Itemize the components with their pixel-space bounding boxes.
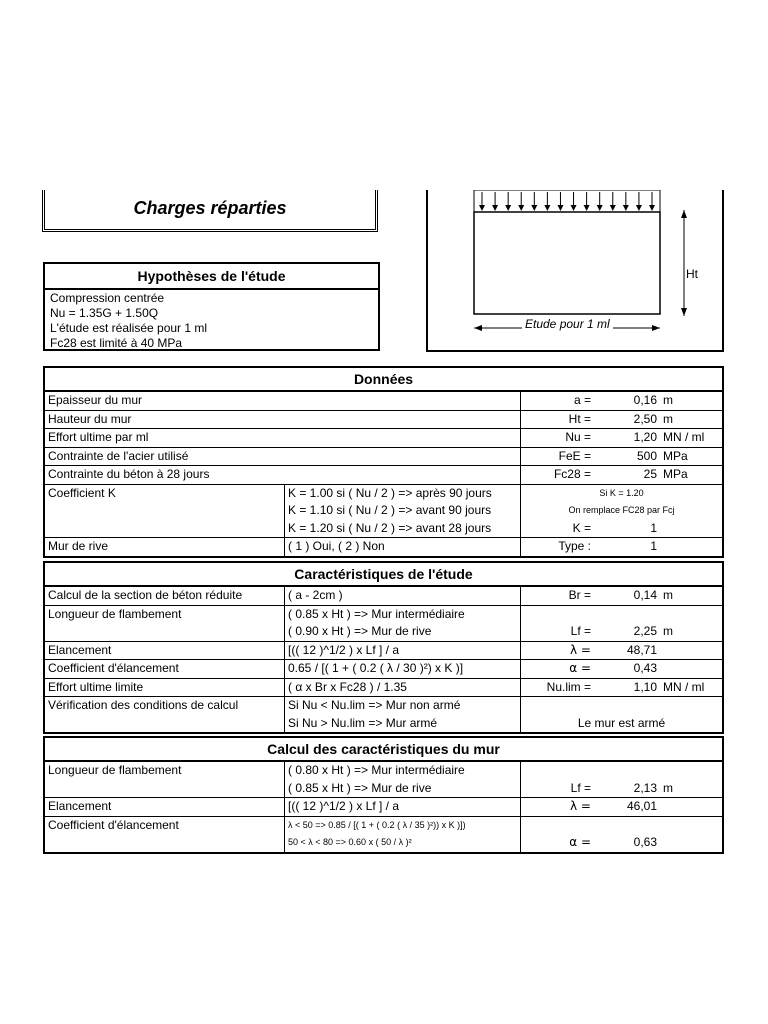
row-unit: MPa: [663, 448, 688, 463]
k-note: On remplace FC28 par Fcj: [568, 505, 675, 515]
table-row: [45, 679, 722, 698]
row-value: 1,10: [633, 679, 657, 694]
hypothesis-line: Fc28 est limité à 40 MPa: [50, 336, 183, 350]
page-title: Charges réparties: [133, 198, 287, 218]
load-arrow-head: [518, 205, 524, 211]
table-row: [45, 660, 722, 679]
hypothesis-line: L'étude est réalisée pour 1 ml: [50, 321, 208, 335]
row-formula: Si Nu < Nu.lim => Mur non armé: [288, 698, 461, 712]
table-row: [45, 606, 722, 642]
load-arrow-head: [636, 205, 642, 211]
donnees-table: [43, 366, 724, 558]
row-value: 500: [636, 448, 657, 463]
row-symbol: α =: [569, 835, 591, 849]
row-symbol: FeE =: [558, 448, 591, 463]
load-arrow-head: [557, 205, 563, 211]
row-unit: MPa: [663, 467, 688, 481]
calcul-mur-header: Calcul des caractéristiques du mur: [45, 738, 722, 762]
row-symbol: K =: [572, 520, 591, 535]
row-formula: ( 0.80 x Ht ) => Mur intermédiaire: [288, 763, 465, 777]
row-unit: MN / ml: [663, 430, 705, 444]
load-arrow-head: [649, 205, 655, 211]
row-value: 25: [643, 467, 657, 481]
hypothesis-line: Nu = 1.35G + 1.50Q: [50, 306, 159, 320]
etude-label: Etude pour 1 ml: [522, 317, 613, 331]
table-row: [45, 448, 722, 467]
row-value: 1,20: [633, 430, 657, 444]
row-symbol: Nu.lim =: [546, 679, 591, 694]
row-value: 0,43: [633, 661, 657, 675]
row-formula: ( 1 ) Oui, ( 2 ) Non: [285, 538, 521, 556]
calcul-mur-table: [43, 736, 724, 854]
row-formula: ( α x Br x Fc28 ) / 1.35: [285, 679, 521, 697]
row-label: Coefficient K: [48, 485, 116, 500]
wall-rectangle: [474, 212, 660, 314]
row-symbol: Lf =: [570, 624, 591, 638]
row-value: 48,71: [626, 642, 657, 657]
row-formula: ( a - 2cm ): [285, 587, 521, 605]
table-row: [45, 466, 722, 485]
row-label: Effort ultime par ml: [45, 429, 521, 447]
row-symbol: Br =: [568, 588, 591, 602]
row-symbol: Lf =: [570, 780, 591, 795]
row-label: Coefficient d'élancement: [45, 660, 285, 678]
row-label: Coefficient d'élancement: [48, 817, 179, 832]
wall-diagram: [426, 190, 724, 352]
row-label: Elancement: [45, 798, 285, 816]
load-arrow-head: [597, 205, 603, 211]
table-row: [45, 587, 722, 606]
row-value: 0,16: [633, 393, 657, 407]
row-symbol: Nu =: [565, 430, 591, 444]
table-row: [45, 392, 722, 411]
load-arrow-head: [479, 205, 485, 211]
row-label: Elancement: [45, 642, 285, 660]
table-row: [45, 697, 722, 732]
row-symbol: Fc28 =: [553, 467, 591, 481]
load-arrow-head: [571, 205, 577, 211]
table-row: [45, 429, 722, 448]
row-label: Effort ultime limite: [45, 679, 285, 697]
k-note: Si K = 1.20: [599, 487, 644, 498]
row-value: 0,14: [633, 588, 657, 602]
row-formula: [(( 12 )^1/2 ) x Lf ] / a: [285, 642, 521, 660]
row-value: 2,50: [633, 411, 657, 426]
row-unit: m: [663, 624, 673, 638]
row-formula: Si Nu > Nu.lim => Mur armé: [288, 715, 438, 730]
row-formula: 0.65 / [( 1 + ( 0.2 ( λ / 30 )²) x K )]: [285, 660, 521, 678]
row-formula: ( 0.85 x Ht ) => Mur intermédiaire: [288, 606, 465, 621]
caracteristiques-table: [43, 561, 724, 734]
row-label: Mur de rive: [45, 538, 285, 556]
row-unit: m: [663, 411, 673, 426]
table-row: [45, 817, 722, 852]
load-arrow-head: [544, 205, 550, 211]
row-symbol: Ht =: [568, 411, 591, 426]
row-symbol: λ =: [570, 799, 591, 813]
row-symbol: λ =: [570, 642, 591, 657]
row-unit: MN / ml: [663, 679, 705, 694]
row-unit: m: [663, 588, 673, 602]
condition-line: K = 1.00 si ( Nu / 2 ) => après 90 jours: [288, 485, 492, 500]
table-row: [45, 411, 722, 430]
condition-line: K = 1.20 si ( Nu / 2 ) => avant 28 jours: [288, 520, 492, 535]
row-value: 2,13: [633, 780, 657, 795]
row-value: 1: [650, 539, 657, 553]
verification-result: Le mur est armé: [577, 715, 666, 730]
load-arrow-head: [505, 205, 511, 211]
load-arrow-head: [610, 205, 616, 211]
row-value: 0,63: [633, 835, 657, 849]
hypothesis-line: Compression centrée: [50, 291, 165, 305]
row-formula: 50 < λ < 80 => 0.60 x ( 50 / λ )²: [288, 837, 412, 847]
row-label: Hauteur du mur: [45, 411, 521, 429]
load-arrow-head: [584, 205, 590, 211]
row-label: Calcul de la section de béton réduite: [45, 587, 285, 605]
load-arrow-head: [623, 205, 629, 211]
load-arrow-head: [531, 205, 537, 211]
row-symbol: α =: [569, 661, 591, 675]
row-unit: m: [663, 393, 673, 407]
row-formula: ( 0.85 x Ht ) => Mur de rive: [288, 780, 432, 795]
row-symbol: a =: [573, 393, 591, 407]
load-arrows: [479, 192, 655, 211]
row-formula: [(( 12 )^1/2 ) x Lf ] / a: [285, 798, 521, 816]
row-formula: ( 0.90 x Ht ) => Mur de rive: [288, 624, 432, 638]
caracteristiques-header: Caractéristiques de l'étude: [45, 563, 722, 587]
table-row: [45, 538, 722, 556]
row-label: Longueur de flambement: [48, 606, 182, 621]
row-label: Longueur de flambement: [48, 763, 182, 777]
row-value: 46,01: [626, 799, 657, 813]
ht-label: Ht: [686, 267, 698, 281]
hypotheses-box: [43, 262, 380, 351]
row-label: Vérification des conditions de calcul: [48, 698, 239, 712]
row-symbol: Type :: [558, 539, 591, 553]
condition-line: K = 1.10 si ( Nu / 2 ) => avant 90 jours: [288, 503, 492, 517]
row-label: Contrainte de l'acier utilisé: [45, 448, 521, 466]
row-formula: λ < 50 => 0.85 / [( 1 + ( 0.2 ( λ / 35 )²)) x K )]): [288, 819, 466, 830]
table-row: [45, 642, 722, 661]
donnees-header: Données: [45, 368, 722, 392]
table-row: [45, 798, 722, 817]
row-label: Contrainte du béton à 28 jours: [45, 466, 521, 484]
title-box: [42, 190, 378, 232]
row-unit: m: [663, 780, 673, 795]
row-value: 2,25: [633, 624, 657, 638]
row-label: Epaisseur du mur: [45, 392, 521, 410]
load-arrow-head: [492, 205, 498, 211]
row-value: 1: [650, 520, 657, 535]
hypotheses-header: Hypothèses de l'étude: [45, 264, 378, 290]
table-row: [45, 485, 722, 539]
table-row: [45, 762, 722, 798]
